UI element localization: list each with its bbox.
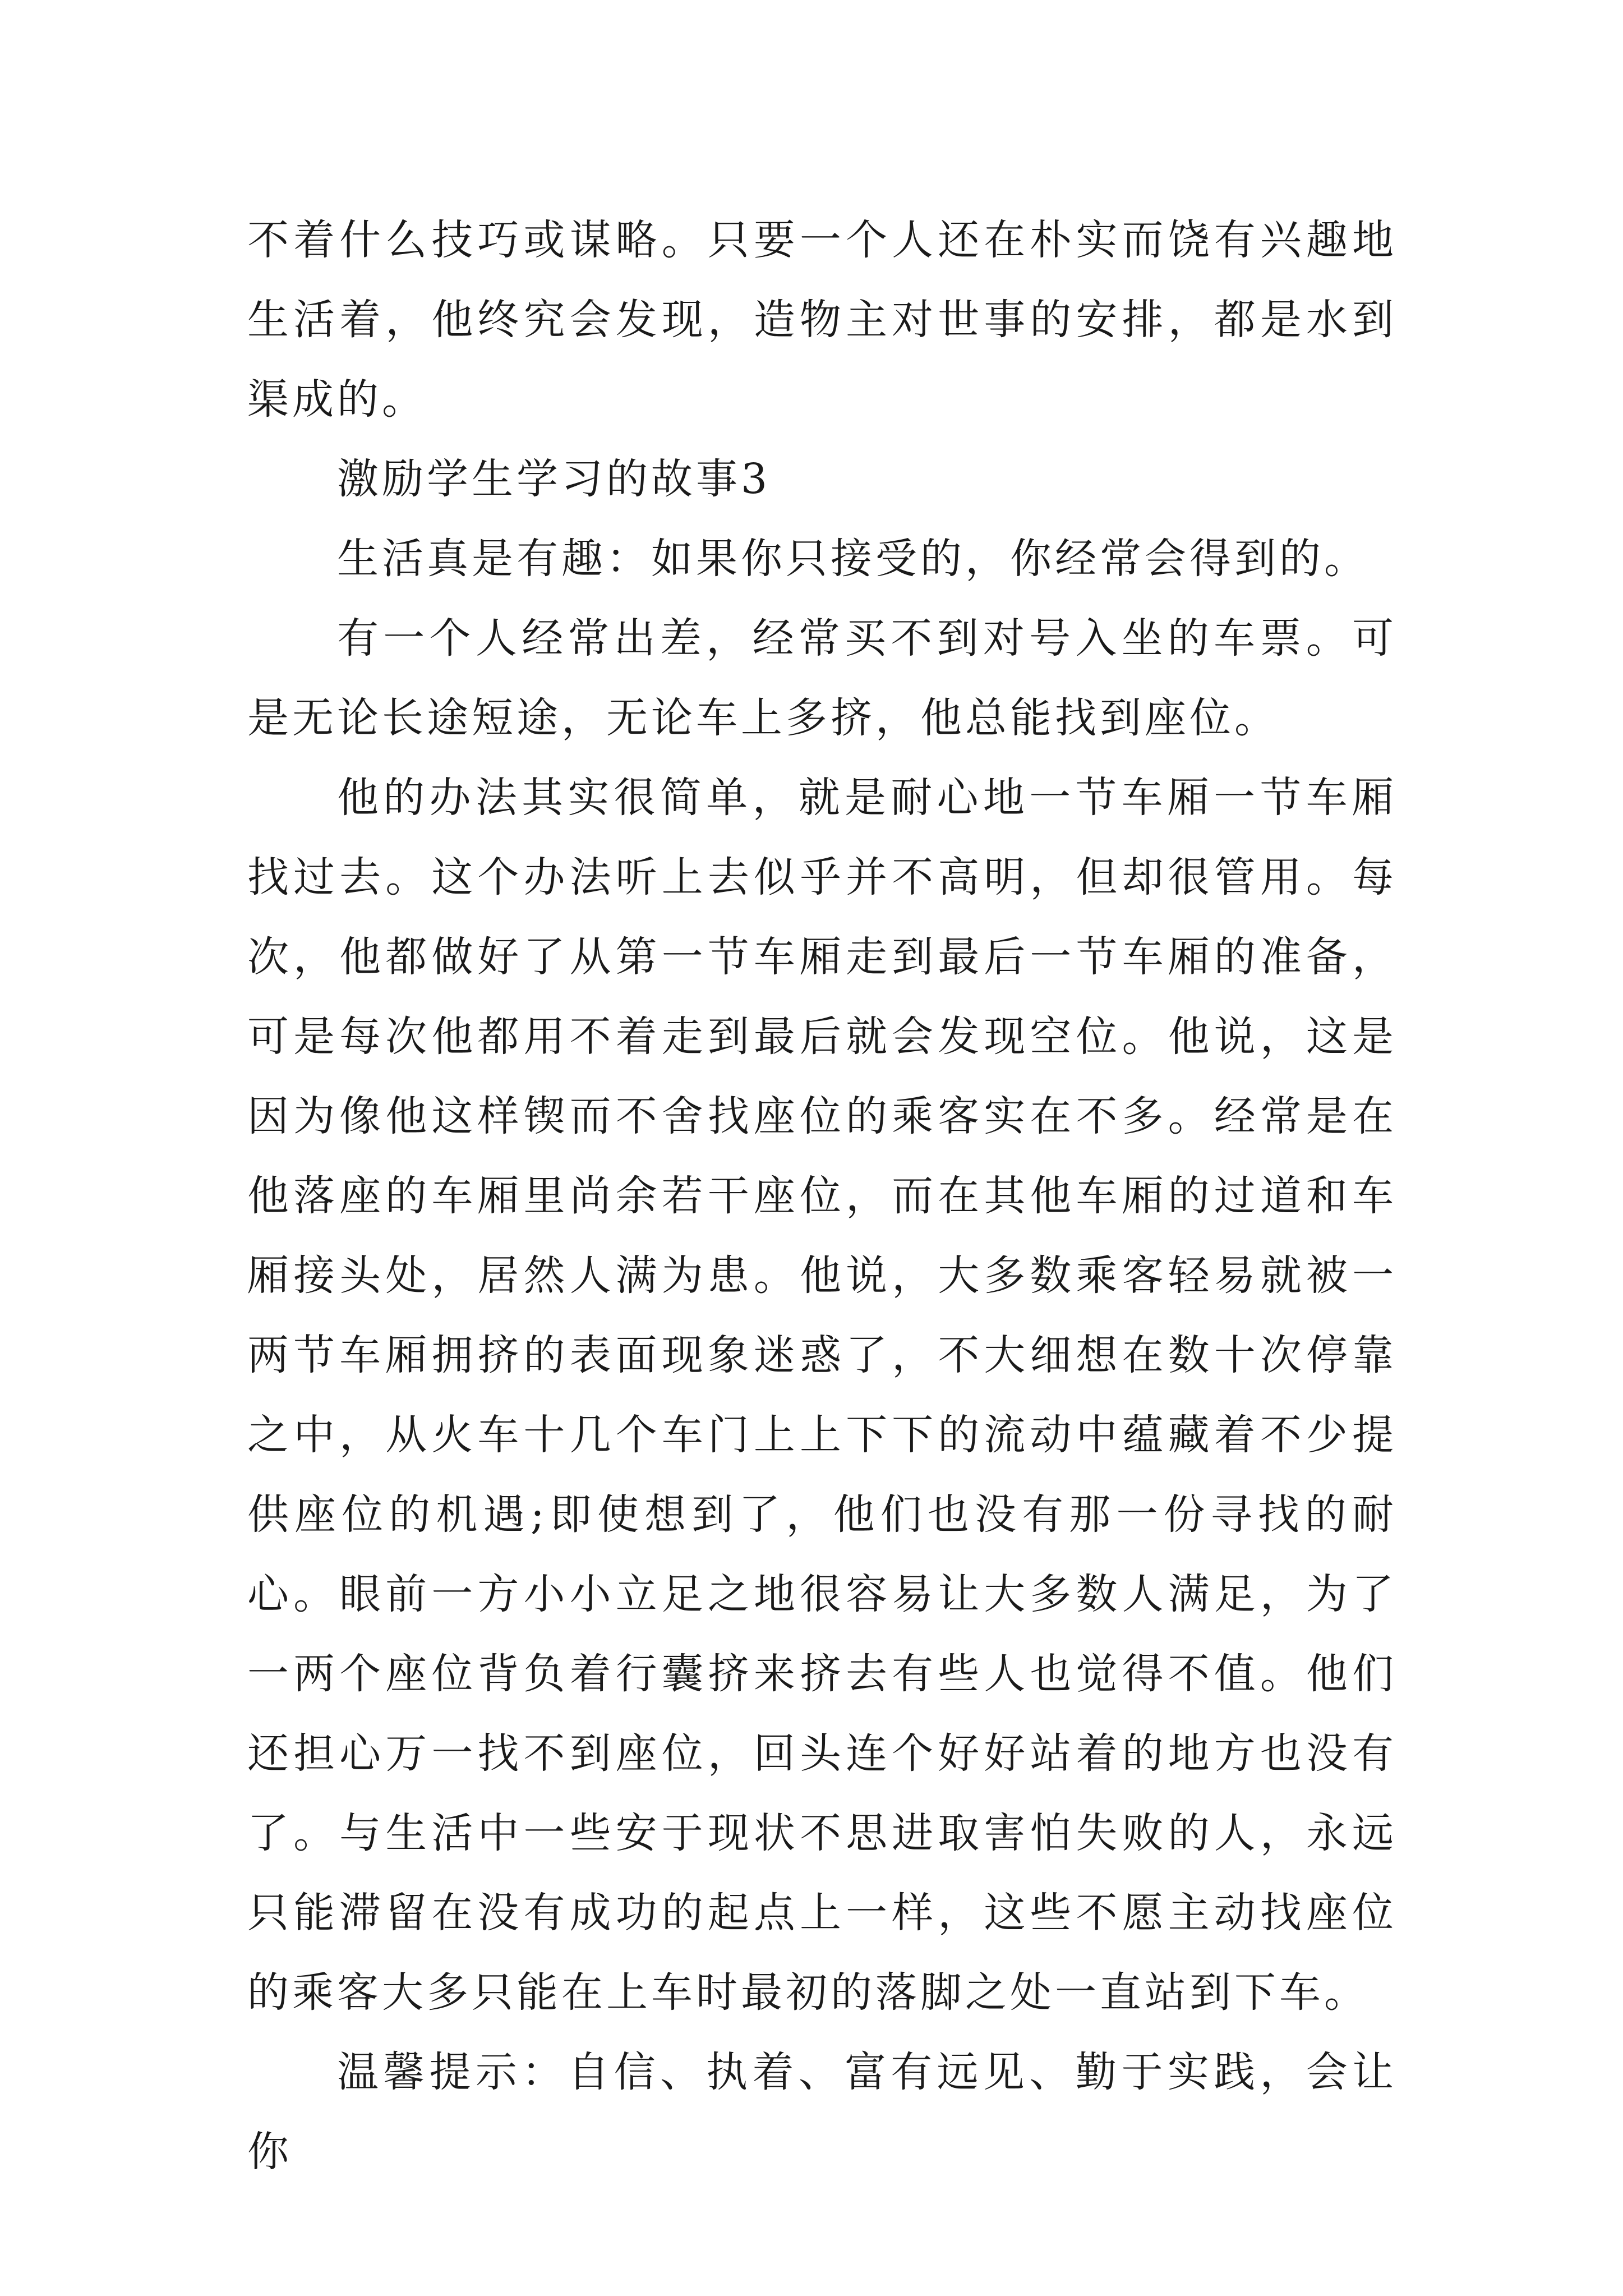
paragraph: 他的办法其实很简单，就是耐心地一节车厢一节车厢找过去。这个办法听上去似乎并不高明，但却很管用。每次，他都做好了从第一节车厢走到最后一节车厢的准备，可是每次他都用不着走到最后就会发现空位。他说，这是因为像他这样锲而不舍找座位的乘客实在不多。经常是在他落座的车厢里尚余若干座位，而在其他车厢的过道和车厢接头处，居然人满为患。他说，大多数乘客轻易就被一两节车厢拥挤的表面现象迷惑了，不大细想在数十次停靠之中，从火车十几个车门上上下下的流动中蕴藏着不少提供座位的机遇;即使想到了，他们也没有那一份寻找的耐心。眼前一方小小立足之地很容易让大多数人满足，为了一两个座位背负着行囊挤来挤去有些人也觉得不值。他们还担心万一找不到座位，回头连个好好站着的地方也没有了。与生活中一些安于现状不思进取害怕失败的人，永远只能滞留在没有成功的起点上一样，这些不愿主动找座位的乘客大多只能在上车时最初的落脚之处一直站到下车。 xyxy=(247,774,1397,2017)
paragraph: 温馨提示：自信、执着、富有远见、勤于实践，会让你 xyxy=(247,2048,1397,2176)
paragraph: 有一个人经常出差，经常买不到对号入坐的车票。可是无论长途短途，无论车上多挤，他总能找到座位。 xyxy=(247,614,1397,742)
paragraph: 不着什么技巧或谋略。只要一个人还在朴实而饶有兴趣地生活着，他终究会发现，造物主对世事的安排，都是水到渠成的。 xyxy=(247,216,1397,424)
section-heading: 激励学生学习的故事3 xyxy=(337,455,771,503)
paragraph: 生活真是有趣：如果你只接受的，你经常会得到的。 xyxy=(337,535,1369,583)
document-body xyxy=(247,200,1397,2192)
